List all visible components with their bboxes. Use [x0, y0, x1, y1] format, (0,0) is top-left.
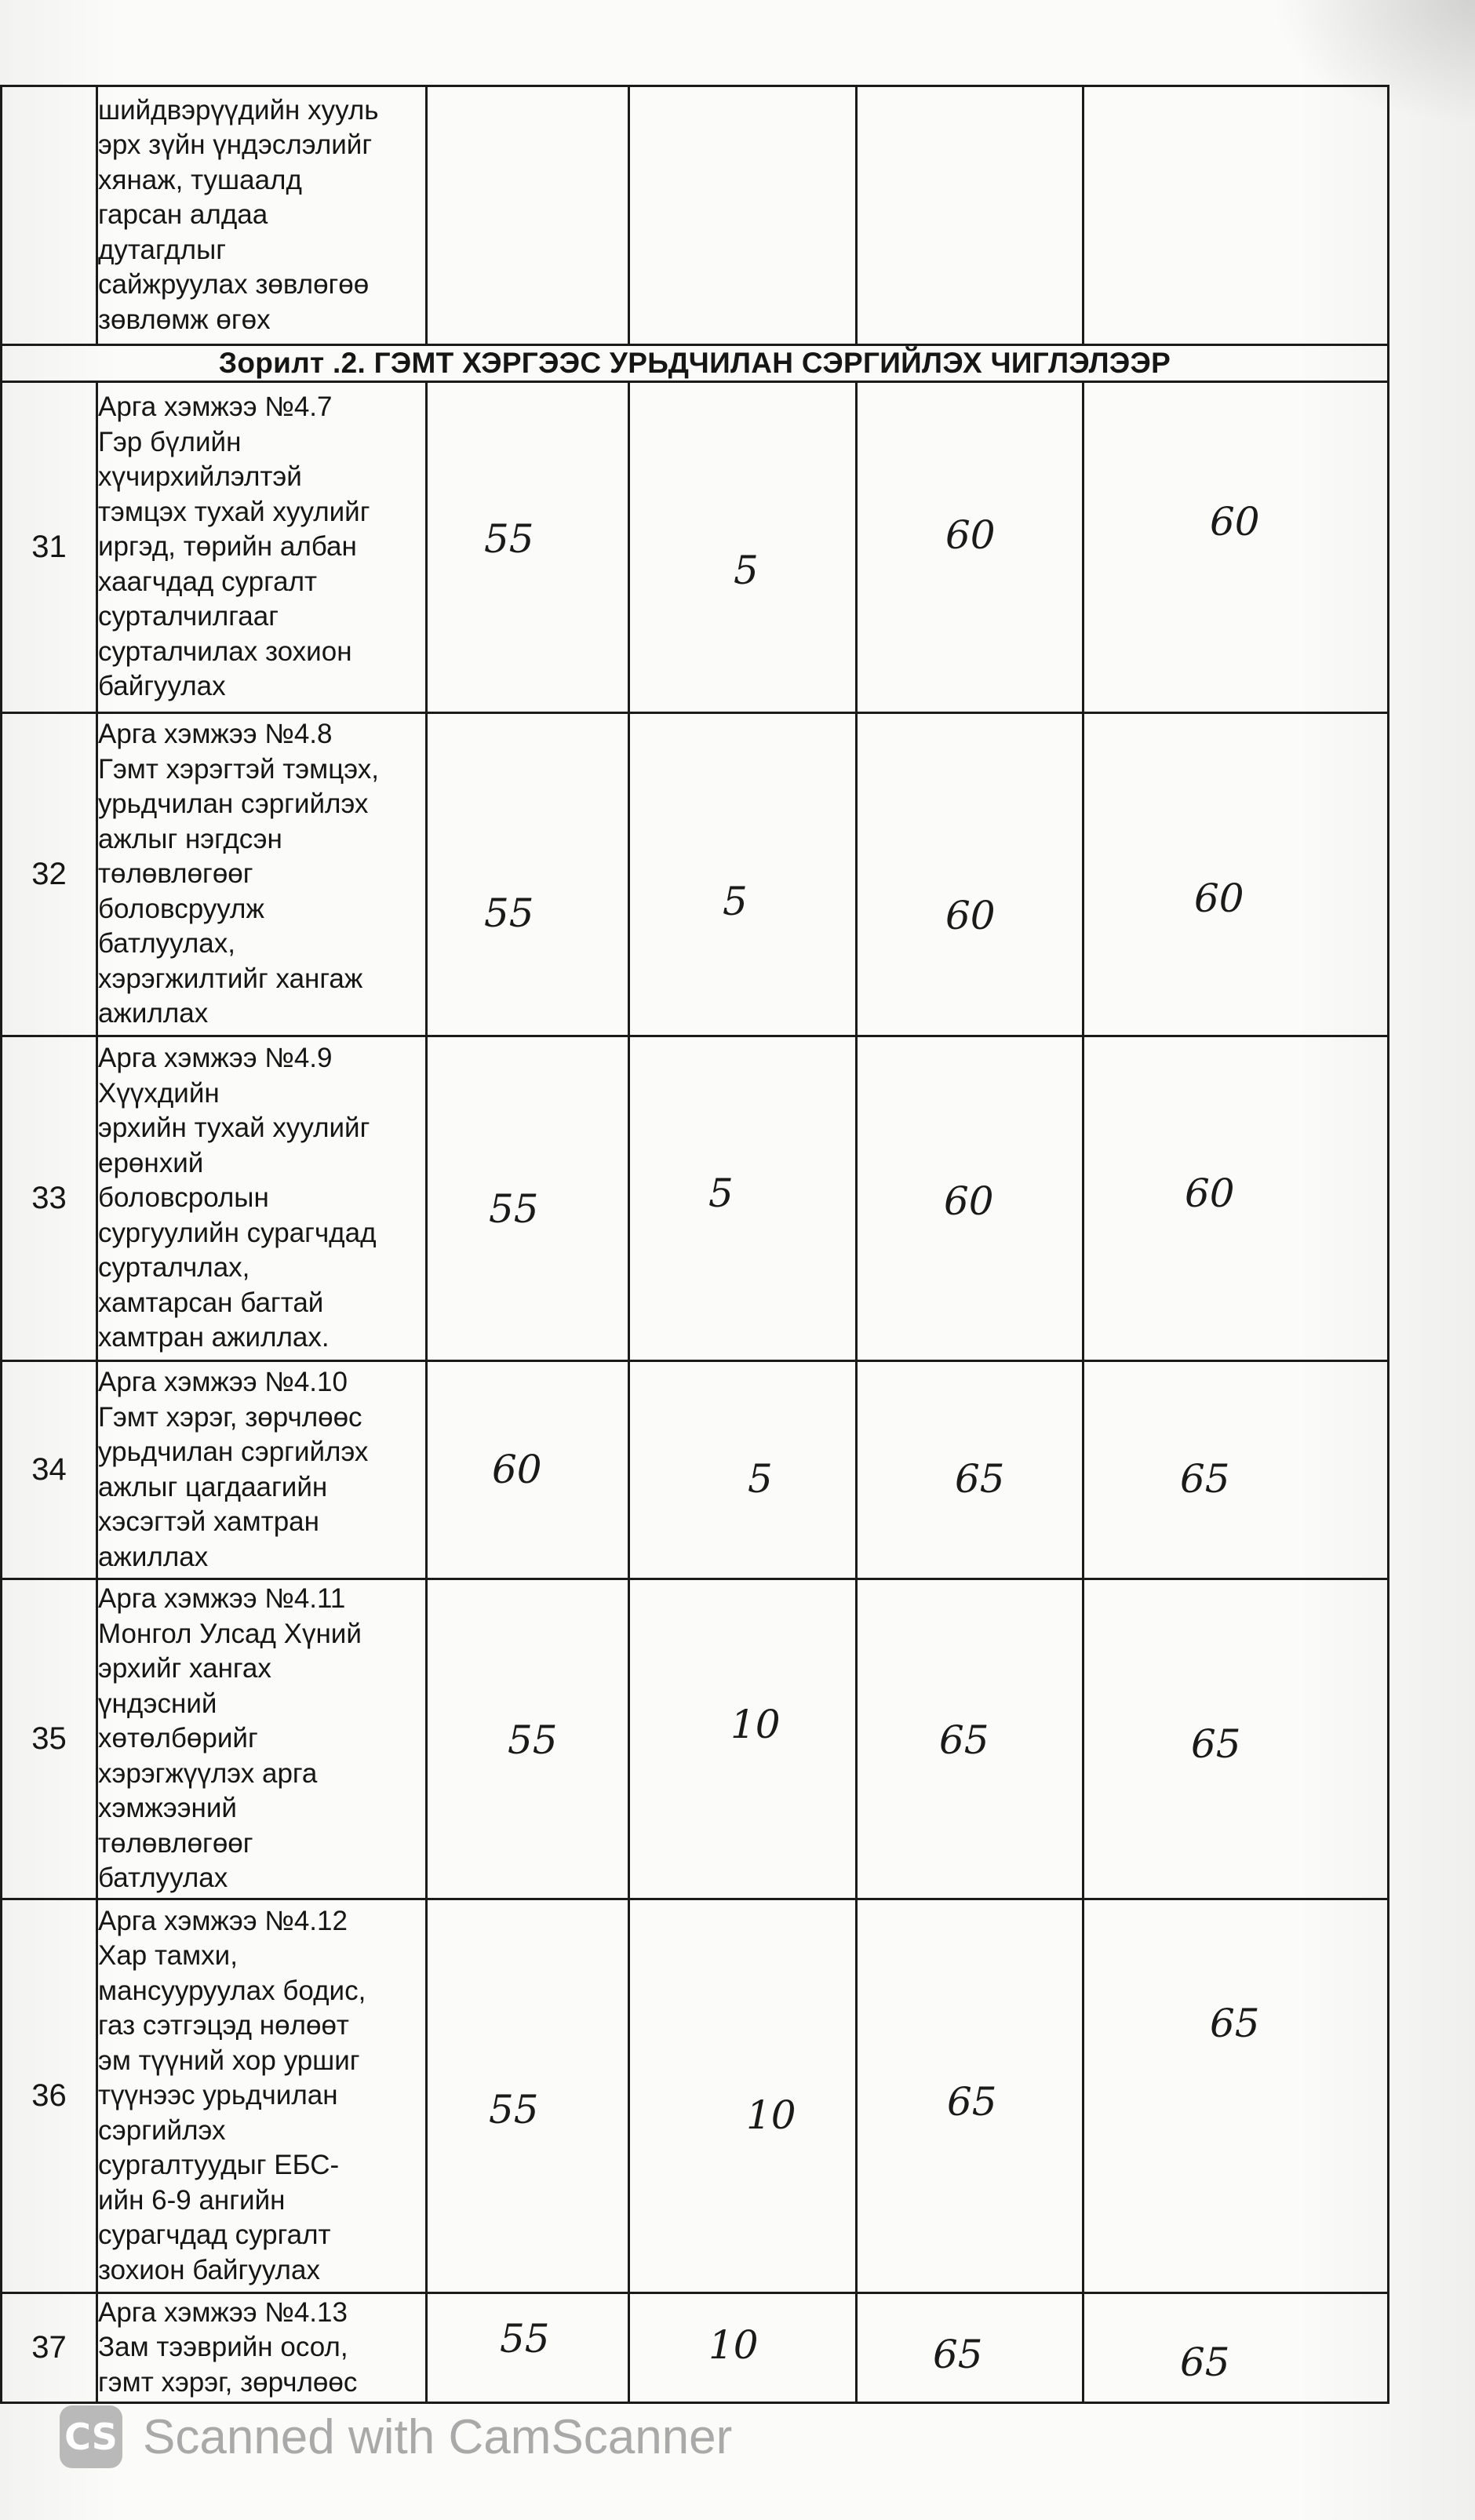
- baseline-value-cell: [427, 713, 629, 1036]
- handwritten-value: 65: [939, 1717, 989, 1763]
- row-number-cell: [2, 86, 97, 345]
- table-row: [2, 1579, 1389, 1899]
- handwritten-value: 5: [708, 1171, 734, 1216]
- row-number: 36: [2, 1899, 97, 2293]
- handwritten-value: 65: [1210, 2001, 1260, 2046]
- handwritten-value: 5: [723, 879, 748, 924]
- goal-header: Зорилт .2. ГЭМТ ХЭРГЭЭС УРЬДЧИЛАН СЭРГИЙЛЭХ ЧИГЛЭЛЭЭР: [2, 345, 1389, 382]
- table-row: [2, 1036, 1389, 1361]
- target-value-cell: [857, 1036, 1083, 1361]
- handwritten-value: 55: [500, 2316, 550, 2362]
- camscanner-logo-icon: CS: [60, 2405, 122, 2468]
- target-value-cell: [857, 382, 1083, 713]
- increase-value-cell: [629, 713, 857, 1036]
- row-number: 32: [2, 713, 97, 1036]
- increase-value-cell: [629, 1899, 857, 2293]
- handwritten-value: 5: [748, 1456, 773, 1502]
- handwritten-value: 60: [1194, 876, 1244, 921]
- baseline-value-cell: [427, 2293, 629, 2403]
- table-row: [2, 713, 1389, 1036]
- target-value-cell: [857, 2293, 1083, 2403]
- row-number: 33: [2, 1036, 97, 1361]
- activity-description: шийдвэрүүдийн хууль эрх зүйн үндэслэлийг хянаж, тушаалд гарсан алдаа дутагдлыг сайжруулах зөвлөгөө зөвлөмж өгөх: [98, 94, 379, 335]
- baseline-value-cell: [427, 1361, 629, 1579]
- activity-description-cell: [97, 713, 427, 1036]
- row-number: 34: [2, 1361, 97, 1579]
- target-value-cell: [857, 1899, 1083, 2293]
- activity-description-cell: [97, 1036, 427, 1361]
- target-value-cell: [857, 713, 1083, 1036]
- result-value-cell: [1083, 382, 1389, 713]
- result-value-cell: [1083, 1036, 1389, 1361]
- activity-description: Арга хэмжээ №4.12 Хар тамхи, мансууруулах бодис, газ сэтгэцэд нөлөөт эм түүний хор уршиг түүнээс урьдчилан сэргийлэх сургалтуудыг ЕБС- ийн 6-9 ангийн сурагчдад сургалт зохион байгуулах: [98, 1905, 366, 2285]
- row-number: 37: [2, 2293, 97, 2403]
- row-number: 31: [2, 382, 97, 713]
- value-cell: [1083, 86, 1389, 345]
- value-cell: [427, 86, 629, 345]
- result-value-cell: [1083, 713, 1389, 1036]
- handwritten-value: 55: [484, 890, 534, 936]
- result-value-cell: [1083, 1361, 1389, 1579]
- table-row: [2, 382, 1389, 713]
- increase-value-cell: [629, 2293, 857, 2403]
- activity-description: Арга хэмжээ №4.9 Хүүхдийн эрхийн тухай хуулийг ерөнхий боловсролын сургуулийн сурагчдад сурталчлах, хамтарсан багтай хамтран ажиллах.: [98, 1043, 377, 1353]
- handwritten-value: 55: [489, 2087, 539, 2132]
- baseline-value-cell: [427, 1899, 629, 2293]
- activity-description-cell: [97, 1361, 427, 1579]
- activity-description-cell: [97, 1579, 427, 1899]
- target-value-cell: [857, 1361, 1083, 1579]
- goal-header-row: [2, 345, 1389, 382]
- handwritten-value: 10: [730, 1702, 781, 1747]
- target-value-cell: [857, 1579, 1083, 1899]
- handwritten-value: 60: [492, 1447, 542, 1492]
- table-row: [2, 1899, 1389, 2293]
- baseline-value-cell: [427, 1579, 629, 1899]
- result-value-cell: [1083, 1899, 1389, 2293]
- activity-description-cell: [97, 1899, 427, 2293]
- handwritten-value: 60: [1185, 1171, 1235, 1216]
- row-number: 35: [2, 1579, 97, 1899]
- handwritten-value: 60: [945, 512, 996, 558]
- increase-value-cell: [629, 1036, 857, 1361]
- handwritten-value: 10: [708, 2322, 759, 2368]
- table-row-continuation: [2, 86, 1389, 345]
- activity-description: Арга хэмжээ №4.8 Гэмт хэрэгтэй тэмцэх, урьдчилан сэргийлэх ажлыг нэгдсэн төлөвлөгөөг боловсруулж батлуулах, хэрэгжилтийг хангаж ажиллах: [98, 719, 379, 1029]
- handwritten-value: 65: [947, 2079, 997, 2125]
- value-cell: [629, 86, 857, 345]
- increase-value-cell: [629, 1579, 857, 1899]
- value-cell: [857, 86, 1083, 345]
- handwritten-value: 65: [1191, 1721, 1241, 1767]
- handwritten-value: 65: [1180, 2340, 1230, 2385]
- handwritten-value: 65: [1180, 1456, 1230, 1502]
- activity-description: Арга хэмжээ №4.11 Монгол Улсад Хүний эрхийг хангах үндэсний хөтөлбөрийг хэрэгжүүлэх арга хэмжээний төлөвлөгөөг батлуулах: [98, 1583, 362, 1894]
- handwritten-value: 60: [944, 1178, 994, 1224]
- handwritten-value: 10: [746, 2092, 796, 2138]
- activity-description-cell: [97, 382, 427, 713]
- activity-description: Арга хэмжээ №4.7 Гэр бүлийн хүчирхийлэлтэй тэмцэх тухай хуулийг иргэд, төрийн албан хаагчдад сургалт сурталчилгааг сурталчилах зохион байгуулах: [98, 391, 370, 702]
- activities-table: [0, 85, 1389, 2404]
- increase-value-cell: [629, 382, 857, 713]
- result-value-cell: [1083, 1579, 1389, 1899]
- table-row: [2, 1361, 1389, 1579]
- activity-description-cell: [97, 2293, 427, 2403]
- handwritten-value: 55: [508, 1717, 558, 1763]
- handwritten-value: 5: [734, 548, 759, 593]
- watermark-text: Scanned with CamScanner: [143, 2409, 733, 2464]
- handwritten-value: 60: [1210, 499, 1260, 544]
- increase-value-cell: [629, 1361, 857, 1579]
- handwritten-value: 65: [955, 1456, 1005, 1502]
- result-value-cell: [1083, 2293, 1389, 2403]
- baseline-value-cell: [427, 382, 629, 713]
- activity-description: Арга хэмжээ №4.10 Гэмт хэрэг, зөрчлөөс урьдчилан сэргийлэх ажлыг цагдаагийн хэсэгтэй хамтран ажиллах: [98, 1367, 369, 1572]
- handwritten-value: 55: [484, 516, 534, 562]
- handwritten-value: 55: [489, 1186, 539, 1232]
- camscanner-watermark: [60, 2405, 732, 2468]
- table-row: [2, 2293, 1389, 2403]
- baseline-value-cell: [427, 1036, 629, 1361]
- handwritten-value: 65: [933, 2332, 983, 2377]
- handwritten-value: 60: [945, 893, 996, 938]
- activity-description-cell: [97, 86, 427, 345]
- activity-description: Арга хэмжээ №4.13 Зам тээврийн осол, гэмт хэрэг, зөрчлөөс: [98, 2296, 358, 2398]
